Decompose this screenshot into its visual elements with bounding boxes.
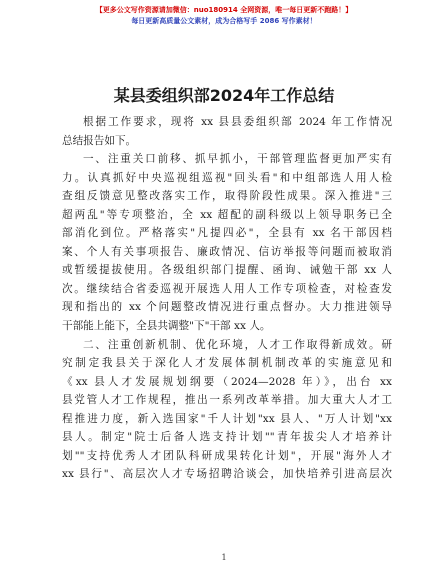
text-line: 现和指出的 xx 个问题整改情况进行重点督办。大力推进领导	[62, 301, 392, 314]
text-line: 县党管人才工作规程，推出一系列改革举措。加大重大人才工	[62, 394, 392, 407]
text-line: 划""支持优秀人才团队科研成果转化计划"，开展"海外人才	[62, 449, 392, 462]
document-title: 某县委组织部2024年工作总结	[113, 86, 335, 105]
document-body	[62, 113, 392, 484]
text-line: 次。继续结合省委巡视开展选人用人工作专项检查，对检查发	[62, 282, 392, 295]
text-line: xx 县行"、高层次人才专场招聘洽谈会，加快培养引进高层次	[62, 468, 392, 481]
promo-banner-line-1: 【更多公文写作资源请加微信：nuo180914 全网资源，唯一每日更新不跑路！】	[95, 6, 353, 14]
text-line: 或暂缓提拔使用。各级组织部门提醒、函询、诫勉干部 xx 人	[62, 264, 392, 277]
text-line: 根据工作要求，现将 xx 县县委组织部 2024 年工作情况	[83, 116, 392, 128]
text-line: 县人。制定"院士后备人选支持计划""青年拔尖人才培养计	[62, 431, 392, 444]
text-line: 案、个人有关事项报告、廉政情况、信访举报等问题而被取消	[62, 245, 392, 258]
page-number: 1	[221, 553, 227, 562]
text-line: 总结报告如下。	[62, 134, 137, 147]
text-line: 查组反馈意见整改落实工作，取得阶段性成果。深入推进"三	[62, 190, 392, 203]
text-line: 超两乱"等专项整治，全 xx 超配的副科级以上领导职务已全	[62, 208, 392, 221]
text-line: 部消化到位。严格落实"凡提四必"，全县有 xx 名干部因档	[62, 227, 392, 240]
promo-banner-line-2: 每日更新高质量公文素材，成为合格写手 2086 写作素材！	[131, 17, 317, 25]
text-line: 程推进力度，新入选国家"千人计划"xx 县人、"万人计划"xx	[62, 412, 392, 425]
text-line: 干部能上能下，全县共调整"下"干部 xx 人。	[62, 320, 271, 333]
text-line: 究制定我县关于深化人才发展体制机制改革的实施意见和	[62, 357, 392, 370]
text-line: 一、注重关口前移、抓早抓小，干部管理监督更加严实有	[83, 153, 392, 166]
text-line: 《xx 县人才发展规划纲要（2024—2028 年）》，出台 xx	[62, 375, 392, 388]
text-line: 力。认真抓好中央巡视组巡视"回头看"和中组部选人用人检	[62, 171, 392, 184]
text-line: 二、注重创新机制、优化环境，人才工作取得新成效。研	[83, 338, 392, 351]
